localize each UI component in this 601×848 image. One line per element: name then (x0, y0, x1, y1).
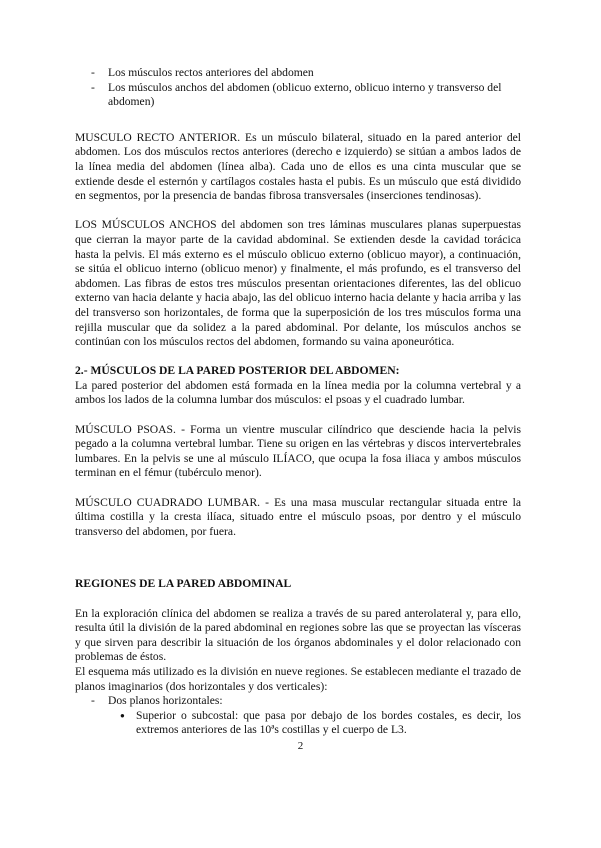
planos-bullet-list (75, 709, 521, 738)
regiones-paragraph-2: El esquema más utilizado es la división en nueve regiones. Se establecen mediante el trazado de planos imaginarios (dos horizontales y dos verticales): (75, 664, 521, 693)
list-item: - Dos planos horizontales: (75, 694, 521, 709)
page-number: 2 (297, 740, 304, 752)
page-content (75, 66, 521, 738)
psoas-paragraph: MÚSCULO PSOAS. - Forma un vientre muscular cilíndrico que desciende hacia la pelvis pegado a la columna vertebral lumbar. Tiene su origen en las vértebras y discos intervertebrales lumbares. En la pelvis se une al músculo ILÍACO, que ocupa la fosa iliaca y ambos músculos terminan en el fémur (tubérculo menor). (75, 422, 521, 480)
section-heading-regiones: REGIONES DE LA PARED ABDOMINAL (75, 577, 292, 591)
pared-posterior-paragraph: La pared posterior del abdomen está formada en la línea media por la columna vertebral y a ambos los lados de la columna lumbar dos músculos: el psoas y el cuadrado lumbar. (75, 378, 521, 407)
regiones-paragraph-1: En la exploración clínica del abdomen se realiza a través de su pared anterolateral y, para ello, resulta útil la división de la pared abdominal en regiones sobre las que se proyectan las vísceras y que sirven para describir la situación de los órganos abdominales y el dolor relacionado con problemas de éstos. (75, 606, 521, 664)
list-item: - Los músculos rectos anteriores del abdomen (75, 66, 521, 81)
musculos-anchos-paragraph: LOS MÚSCULOS ANCHOS del abdomen son tres láminas musculares planas superpuestas que cierran la mayor parte de la cavidad abdominal. Se extienden desde la cavidad torácica hasta la pelvis. El más externo es el músculo oblicuo externo (oblicuo mayor), a continuación, se sitúa el oblicuo interno (oblicuo menor) y finalmente, el más profundo, es el transverso del abdomen. Las fibras de estos tres músculos presentan orientaciones diferentes, las del oblicuo externo van hacia delante y hacia abajo, las del oblicuo interno hacia delante y hacia arriba y las del transverso son horizontales, de forma que la superposición de los tres músculos forma una rejilla muscular que da solidez a la pared abdominal. Por delante, los músculos anchos se continúan con los músculos rectos del abdomen, formando su vaina aponeurótica. (75, 218, 521, 349)
planos-list (75, 694, 521, 709)
cuadrado-lumbar-paragraph: MÚSCULO CUADRADO LUMBAR. - Es una masa muscular rectangular situada entre la última costilla y la cresta ilíaca, situado entre el músculo psoas, por dentro y el músculo transverso del abdomen, por fuera. (75, 495, 521, 538)
recto-anterior-paragraph: MUSCULO RECTO ANTERIOR. Es un músculo bilateral, situado en la pared anterior del abdomen. Los dos músculos rectos anteriores (derecho e izquierdo) se sitúan a ambos lados de la línea media del abdomen (línea alba). Cada uno de ellos es una cinta muscular que se extiende desde el esternón y cartílagos costales hasta el pubis. Es un músculo que está dividido en segmentos, por la presencia de bandas fibrosa transversales (inserciones tendinosas). (75, 130, 521, 203)
intro-list (75, 66, 521, 110)
list-item: ● Superior o subcostal: que pasa por debajo de los bordes costales, es decir, los extremos anteriores de las 10ªs costillas y el cuerpo de L3. (136, 709, 521, 738)
list-item: - Los músculos anchos del abdomen (oblicuo externo, oblicuo interno y transverso del abdomen) (75, 81, 521, 110)
section-heading-pared-posterior: 2.- MÚSCULOS DE LA PARED POSTERIOR DEL ABDOMEN: (75, 364, 400, 378)
